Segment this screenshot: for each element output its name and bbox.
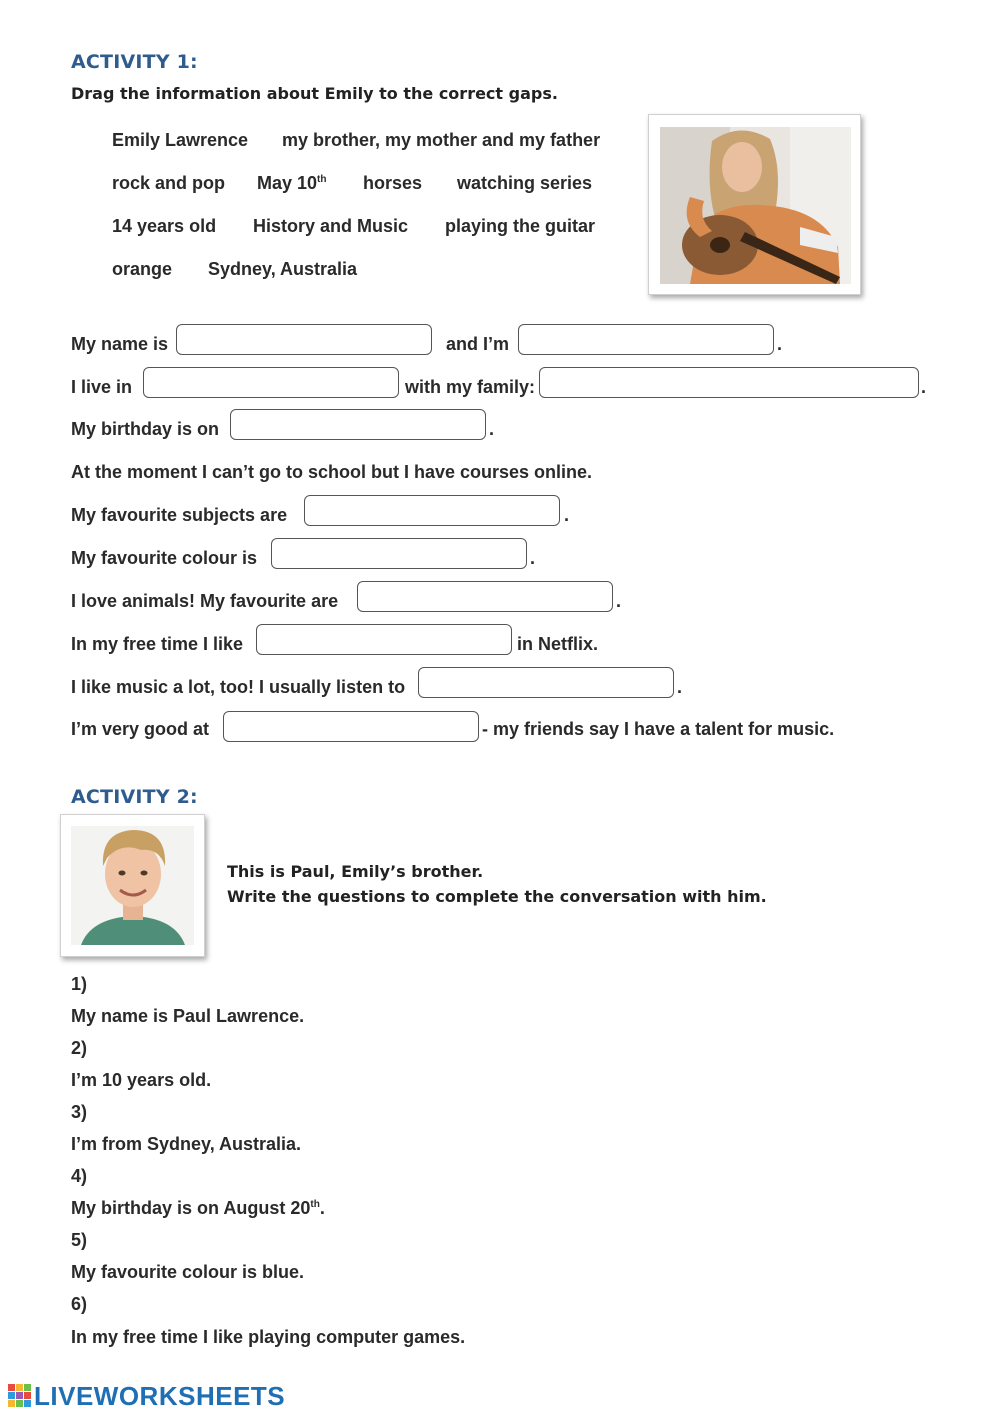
sentence3-end: .: [489, 419, 495, 439]
activity2-intro-line2: Write the questions to complete the conversation with him.: [227, 887, 767, 906]
sentence6-start: My favourite colour is: [71, 548, 258, 568]
word-may-10-text: May 10: [257, 173, 318, 193]
word-family[interactable]: my brother, my mother and my father: [282, 130, 601, 150]
logo-text: LIVEWORKSHEETS: [34, 1380, 286, 1411]
gap-birthday[interactable]: [230, 409, 486, 440]
sentence1-start: My name is: [71, 334, 169, 354]
gap-free-time[interactable]: [256, 624, 512, 655]
sentence2-mid: with my family:: [405, 377, 536, 397]
gap-animals[interactable]: [357, 581, 613, 612]
word-may-10th[interactable]: [257, 173, 327, 194]
word-playing-the-guitar[interactable]: playing the guitar: [445, 216, 596, 236]
word-watching-series[interactable]: watching series: [457, 173, 593, 193]
item-number-5: 5): [71, 1230, 88, 1250]
word-emily-lawrence[interactable]: Emily Lawrence: [112, 130, 249, 150]
activity2-title: ACTIVITY 2:: [71, 786, 198, 808]
word-rock-and-pop[interactable]: rock and pop: [112, 173, 226, 193]
gap-talent[interactable]: [223, 711, 479, 742]
sentence9-start: I like music a lot, too! I usually listen to: [71, 677, 406, 697]
item-number-3: 3): [71, 1102, 88, 1122]
activity1-title: ACTIVITY 1:: [71, 51, 198, 73]
logo-blocks-icon: [8, 1384, 32, 1408]
gap-music[interactable]: [418, 667, 674, 698]
gap-subjects[interactable]: [304, 495, 560, 526]
paul-photo: [60, 814, 205, 957]
sentence10-start: I’m very good at: [71, 719, 210, 739]
sentence1-mid: and I’m: [446, 334, 510, 354]
item-number-1: 1): [71, 974, 88, 994]
sentence2-end: .: [921, 377, 927, 397]
item-number-4: 4): [71, 1166, 88, 1186]
item-number-2: 2): [71, 1038, 88, 1058]
answer-6: In my free time I like playing computer games.: [71, 1327, 466, 1347]
answer-4: [71, 1198, 325, 1219]
answer-4-tail: .: [319, 1198, 325, 1218]
sentence1-end: .: [777, 334, 783, 354]
word-orange[interactable]: orange: [112, 259, 173, 279]
word-history-and-music[interactable]: History and Music: [253, 216, 409, 236]
gap-family[interactable]: [539, 367, 919, 398]
word-may-10-sup: th: [317, 174, 327, 185]
answer-2: I’m 10 years old.: [71, 1070, 212, 1090]
sentence4: At the moment I can’t go to school but I have courses online.: [71, 462, 593, 482]
word-horses[interactable]: horses: [363, 173, 423, 193]
sentence3-start: My birthday is on: [71, 419, 220, 439]
gap-city[interactable]: [143, 367, 399, 398]
answer-4-sup: th: [310, 1199, 320, 1210]
sentence8-end: in Netflix.: [517, 634, 599, 654]
answer-5: My favourite colour is blue.: [71, 1262, 305, 1282]
sentence5-end: .: [564, 505, 570, 525]
sentence6-end: .: [530, 548, 536, 568]
sentence9-end: .: [677, 677, 683, 697]
activity1-instruction: Drag the information about Emily to the correct gaps.: [71, 84, 558, 103]
answer-3: I’m from Sydney, Australia.: [71, 1134, 302, 1154]
gap-name[interactable]: [176, 324, 432, 355]
sentence10-end: - my friends say I have a talent for music.: [482, 719, 835, 739]
sentence2-start: I live in: [71, 377, 133, 397]
sentence7-start: I love animals! My favourite are: [71, 591, 339, 611]
sentence7-end: .: [616, 591, 622, 611]
sentence8-start: In my free time I like: [71, 634, 244, 654]
word-14-years-old[interactable]: 14 years old: [112, 216, 217, 236]
emily-photo: [648, 114, 861, 295]
item-number-6: 6): [71, 1294, 88, 1314]
word-sydney-australia[interactable]: Sydney, Australia: [208, 259, 358, 279]
gap-colour[interactable]: [271, 538, 527, 569]
activity2-intro-line1: This is Paul, Emily’s brother.: [227, 862, 484, 881]
gap-age[interactable]: [518, 324, 774, 355]
answer-1: My name is Paul Lawrence.: [71, 1006, 305, 1026]
liveworksheets-logo[interactable]: [8, 1381, 285, 1411]
sentence5-start: My favourite subjects are: [71, 505, 288, 525]
answer-4-text: My birthday is on August 20: [71, 1198, 311, 1218]
